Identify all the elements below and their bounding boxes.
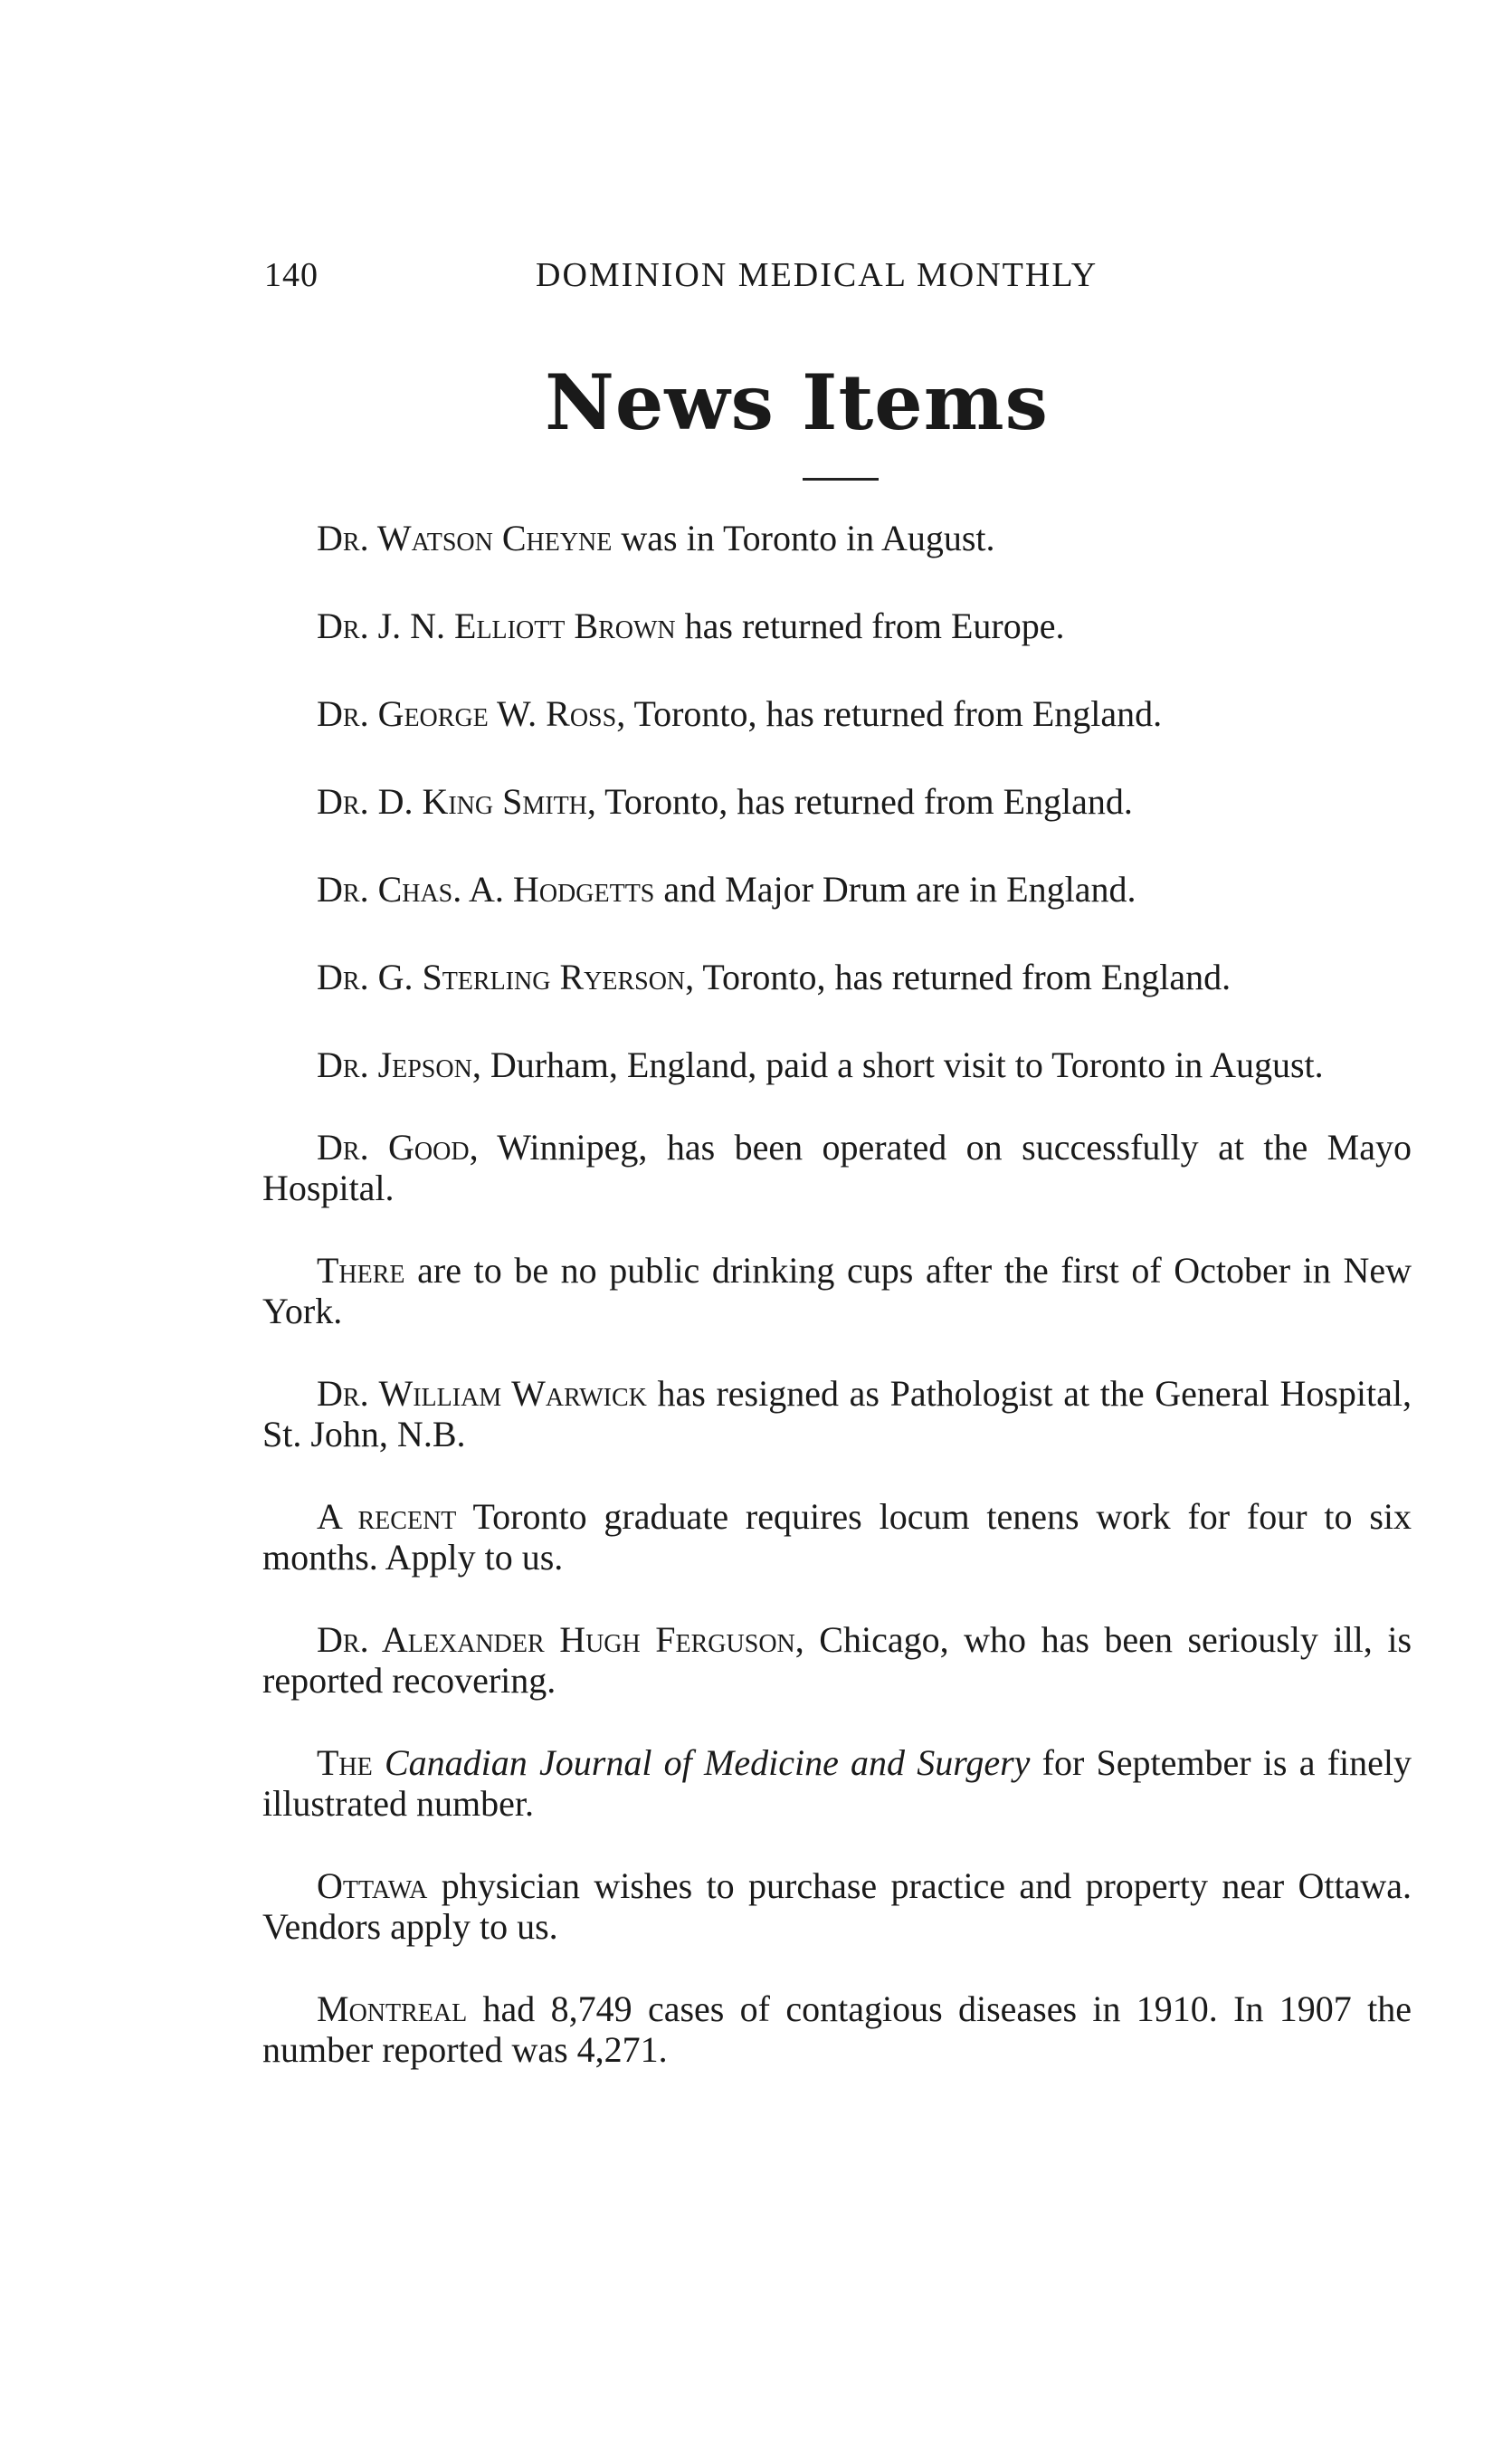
item-text: has resigned as Pathologist at the General Hospital, St. John, N.B. (262, 1373, 1412, 1454)
heading-rule (803, 478, 879, 481)
item-lead: A recent (317, 1496, 457, 1537)
running-header (264, 255, 1187, 300)
item-text: , Chicago, who has been seriously ill, is reported recovering. (262, 1619, 1412, 1701)
item-text: , Winnipeg, has been operated on successfully at the Mayo Hospital. (262, 1127, 1412, 1208)
item-text: , Toronto, has returned from England. (616, 693, 1163, 734)
page-number: 140 (264, 256, 319, 294)
item-text: has returned from Europe. (675, 605, 1065, 646)
news-item (262, 1127, 1412, 1208)
news-item (262, 1619, 1412, 1701)
item-lead: The (317, 1742, 373, 1783)
journal-title: DOMINION MEDICAL MONTHLY (536, 256, 1098, 294)
section-heading: News Items (545, 358, 1049, 447)
item-text: , Toronto, has returned from England. (685, 957, 1231, 997)
item-text: Toronto graduate requires locum tenens work for four to six months. Apply to us. (262, 1496, 1412, 1578)
item-lead: Dr. Chas. A. Hodgetts (317, 869, 655, 910)
news-item (262, 1865, 1412, 1947)
item-text: , Toronto, has returned from England. (586, 781, 1133, 822)
item-lead: There (317, 1250, 405, 1291)
item-lead: Ottawa (317, 1865, 428, 1906)
item-text: for September is a finely illustrated number. (262, 1742, 1412, 1824)
item-lead: Dr. D. King Smith (317, 781, 587, 822)
item-text: , Durham, England, paid a short visit to Toronto in August. (471, 1044, 1324, 1085)
item-lead: Dr. Watson Cheyne (317, 518, 613, 558)
news-item (262, 1988, 1412, 2070)
news-item (262, 1742, 1412, 1824)
item-italic-title: Canadian Journal of Medicine and Surgery (372, 1742, 1031, 1783)
news-item (262, 605, 1412, 646)
news-item (262, 957, 1412, 997)
item-lead: Dr. Alexander Hugh Ferguson (317, 1619, 795, 1660)
news-item (262, 869, 1412, 910)
news-item (262, 1373, 1412, 1454)
news-item (262, 781, 1412, 822)
news-items-list (262, 518, 1412, 2112)
news-item (262, 1250, 1412, 1331)
item-lead: Dr. Jepson (317, 1044, 472, 1085)
item-lead: Dr. William Warwick (317, 1373, 647, 1414)
news-item (262, 1496, 1412, 1578)
news-item (262, 518, 1412, 558)
item-lead: Dr. George W. Ross (317, 693, 617, 734)
item-text: and Major Drum are in England. (654, 869, 1136, 910)
item-text: had 8,749 cases of contagious diseases in 1910. In 1907 the number reported was 4,271. (262, 1988, 1412, 2070)
news-item (262, 693, 1412, 734)
item-lead: Dr. J. N. Elliott Brown (317, 605, 676, 646)
item-lead: Dr. G. Sterling Ryerson (317, 957, 686, 997)
item-text: physician wishes to purchase practice and property near Ottawa. Vendors apply to us. (262, 1865, 1412, 1947)
item-text: are to be no public drinking cups after the first of October in New York. (262, 1250, 1412, 1331)
item-text: was in Toronto in August. (612, 518, 995, 558)
item-lead: Dr. Good (317, 1127, 470, 1168)
item-lead: Montreal (317, 1988, 468, 2029)
news-item (262, 1044, 1412, 1085)
